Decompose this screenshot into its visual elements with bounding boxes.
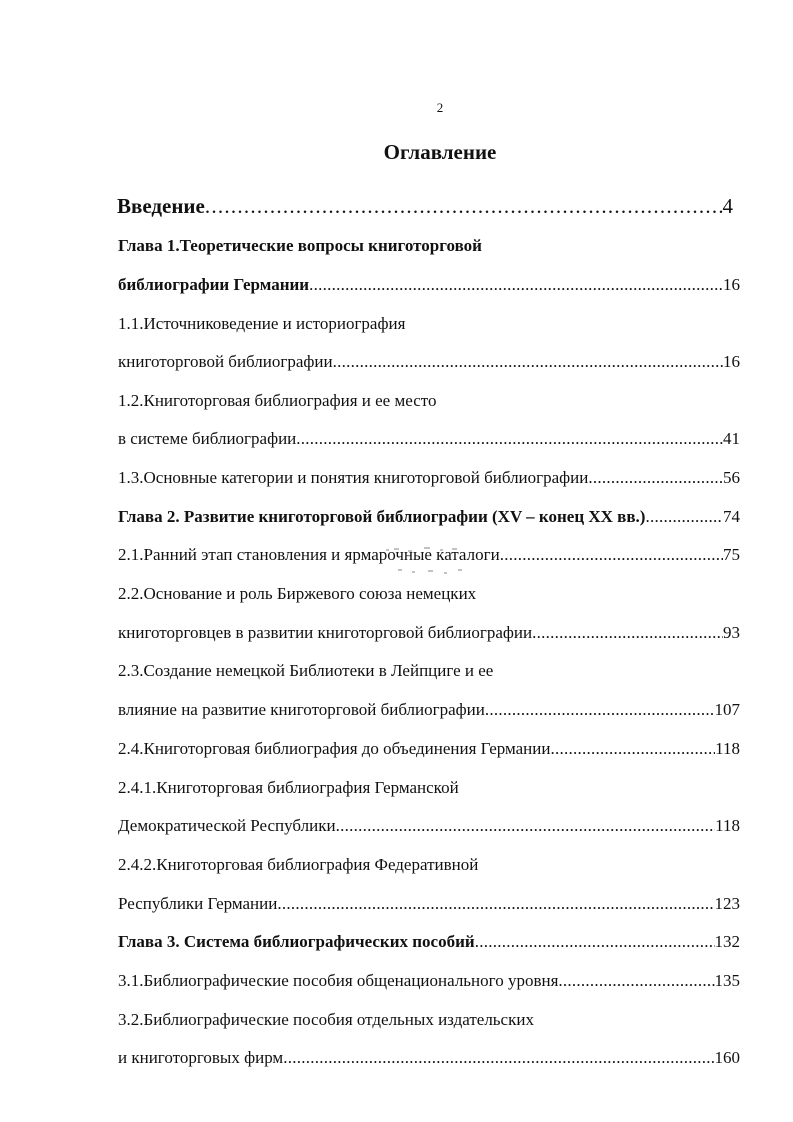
- toc-page-number: 56: [723, 468, 740, 487]
- dot-leader: [645, 507, 723, 527]
- page-number: 2: [436, 100, 444, 115]
- toc-page-number: 4: [722, 194, 733, 218]
- toc-page-number: 93: [723, 623, 740, 642]
- toc-entry-text: 2.4.1.Книготорговая библиография Германской: [118, 778, 459, 797]
- toc-entry-1-2[interactable]: [118, 391, 740, 411]
- toc-entry-text: Глава 2. Развитие книготорговой библиографии (XV – конец XX вв.): [118, 507, 646, 526]
- toc-entry-chapter-3[interactable]: [118, 932, 740, 952]
- dot-leader: [333, 352, 723, 372]
- toc-entry-2-4-2-cont[interactable]: [118, 894, 740, 914]
- toc-entry-2-4-1[interactable]: [118, 778, 740, 798]
- toc-entry-2-4-2[interactable]: [118, 855, 740, 875]
- toc-entry-2-4-1-cont[interactable]: [118, 816, 740, 836]
- toc-page-number: 16: [723, 352, 740, 371]
- toc-entry-2-2-cont[interactable]: [118, 623, 740, 643]
- toc-page-number: 16: [723, 275, 740, 294]
- toc-entry-chapter-1[interactable]: [118, 236, 740, 256]
- toc-page-number: 74: [723, 507, 740, 526]
- page-title: Оглавление: [383, 140, 497, 164]
- toc-entry-text: книготорговцев в развитии книготорговой библиографии: [118, 623, 533, 642]
- toc-entry-introduction[interactable]: [117, 194, 733, 218]
- dot-leader: [336, 816, 716, 836]
- dot-leader: [309, 275, 723, 295]
- toc-entry-text: библиографии Германии: [118, 275, 310, 294]
- toc-entry-3-1[interactable]: [118, 971, 740, 991]
- dot-leader: [475, 932, 715, 952]
- toc-entry-text: Республики Германии: [118, 894, 278, 913]
- toc-entry-chapter-2[interactable]: [118, 507, 740, 527]
- toc-page-number: 123: [714, 894, 740, 913]
- toc-entry-text: 1.2.Книготорговая библиография и ее место: [118, 391, 437, 410]
- toc-page-number: 118: [715, 816, 740, 835]
- toc-page-number: 107: [714, 700, 740, 719]
- toc-entry-text: 1.3.Основные категории и понятия книготорговой библиографии: [118, 468, 589, 487]
- toc-page-number: 132: [714, 932, 740, 951]
- toc-entry-2-2[interactable]: [118, 584, 740, 604]
- toc-entry-1-3[interactable]: [118, 468, 740, 488]
- toc-entry-1-2-cont[interactable]: [118, 429, 740, 449]
- stamp-mark: [378, 545, 488, 581]
- toc-page-number: 75: [723, 545, 740, 564]
- toc-entry-text: 2.3.Создание немецкой Библиотеки в Лейпциге и ее: [118, 661, 494, 680]
- dot-leader: [296, 429, 723, 449]
- toc-entry-text: Введение: [117, 194, 205, 218]
- dot-leader: [532, 623, 723, 643]
- toc-page-number: 135: [714, 971, 740, 990]
- toc-entry-text: и книготорговых фирм: [118, 1048, 284, 1067]
- toc-entry-3-2-cont[interactable]: [118, 1048, 740, 1068]
- toc-entry-2-3-cont[interactable]: [118, 700, 740, 720]
- toc-entry-text: 1.1.Источниковедение и историография: [118, 314, 406, 333]
- toc-entry-text: 2.1.Ранний этап становления и ярмарочные каталоги: [118, 545, 500, 564]
- toc-entry-text: Глава 3. Система библиографических пособий: [118, 932, 475, 951]
- toc-entry-text: в системе библиографии: [118, 429, 297, 448]
- toc-entry-chapter-1-cont[interactable]: [118, 275, 740, 295]
- toc-page-number: 118: [715, 739, 740, 758]
- dot-leader: [588, 468, 723, 488]
- dot-leader: [550, 739, 715, 759]
- dot-leader: [485, 700, 715, 720]
- toc-entry-text: книготорговой библиографии: [118, 352, 333, 371]
- toc-entry-2-3[interactable]: [118, 661, 740, 681]
- dot-leader: [277, 894, 714, 914]
- dot-leader: [283, 1048, 714, 1068]
- toc-entry-text: 2.4.2.Книготорговая библиография Федеративной: [118, 855, 479, 874]
- toc-page-number: 41: [723, 429, 740, 448]
- dot-leader: [558, 971, 714, 991]
- toc-entry-text: 2.4.Книготорговая библиография до объединения Германии: [118, 739, 551, 758]
- toc-entry-text: влияние на развитие книготорговой библиографии: [118, 700, 485, 719]
- toc-entry-2-4[interactable]: [118, 739, 740, 759]
- toc-entry-3-2[interactable]: [118, 1010, 740, 1030]
- dot-leader: [500, 545, 723, 565]
- toc-entry-1-1[interactable]: [118, 314, 740, 334]
- toc-entry-text: 3.2.Библиографические пособия отдельных издательских: [118, 1010, 534, 1029]
- toc-page-number: 160: [714, 1048, 740, 1067]
- toc-entry-text: Глава 1.Теоретические вопросы книготорговой: [118, 236, 482, 255]
- toc-entry-text: Демократической Республики: [118, 816, 336, 835]
- dot-leader: [205, 194, 723, 218]
- toc-entry-text: 2.2.Основание и роль Биржевого союза немецких: [118, 584, 477, 603]
- toc-entry-1-1-cont[interactable]: [118, 352, 740, 372]
- toc-entry-text: 3.1.Библиографические пособия общенационального уровня: [118, 971, 559, 990]
